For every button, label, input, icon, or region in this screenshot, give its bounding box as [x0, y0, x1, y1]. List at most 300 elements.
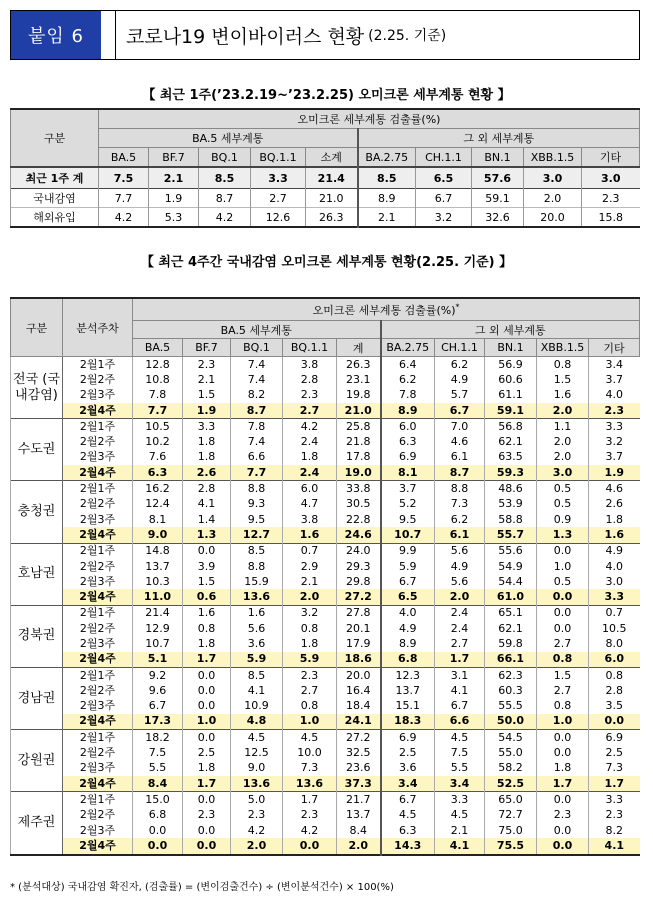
- cell-value: 32.6: [472, 208, 524, 228]
- cell-value: 63.5: [485, 450, 537, 465]
- cell-value: 6.5: [381, 589, 435, 605]
- cell-value: 56.9: [485, 357, 537, 373]
- cell-value: 2.0: [283, 589, 337, 605]
- column-header: BQ.1: [231, 339, 283, 357]
- cell-value: 3.2: [589, 434, 640, 449]
- column-header: 계: [337, 339, 381, 357]
- table-row: [11, 667, 640, 683]
- cell-value: 12.3: [381, 667, 435, 683]
- table-row: [11, 450, 640, 465]
- cell-value: 1.5: [183, 388, 231, 403]
- cell-value: 0.0: [537, 589, 589, 605]
- cell-value: 75.5: [485, 838, 537, 854]
- cell-value: 0.8: [537, 652, 589, 668]
- cell-value: 7.0: [435, 419, 485, 435]
- cell-value: 7.3: [589, 761, 640, 776]
- table-row: [11, 574, 640, 589]
- cell-value: 62.1: [485, 621, 537, 636]
- cell-value: 54.5: [485, 730, 537, 746]
- week-label: 2월3주: [63, 574, 133, 589]
- region-label: 호남권: [11, 543, 63, 605]
- cell-value: 2.4: [283, 465, 337, 481]
- cell-value: 23.1: [337, 372, 381, 387]
- cell-value: 54.9: [485, 559, 537, 574]
- table-row: [11, 372, 640, 387]
- row-label: 국내감염: [11, 189, 99, 208]
- cell-value: 0.0: [283, 838, 337, 854]
- cell-value: 61.0: [485, 589, 537, 605]
- cell-value: 6.7: [416, 189, 472, 208]
- cell-value: 4.9: [381, 621, 435, 636]
- row-label: 해외유입: [11, 208, 99, 228]
- cell-value: 7.7: [133, 403, 183, 419]
- cell-value: 19.8: [337, 388, 381, 403]
- cell-value: 0.0: [537, 838, 589, 854]
- cell-value: 57.6: [472, 167, 524, 189]
- cell-value: 24.0: [337, 543, 381, 559]
- week-label: 2월2주: [63, 559, 133, 574]
- cell-value: 59.8: [485, 636, 537, 651]
- cell-value: 6.7: [381, 792, 435, 808]
- cell-value: 4.0: [381, 605, 435, 621]
- cell-value: 16.4: [337, 683, 381, 698]
- col-gubun: 구분: [11, 109, 99, 167]
- table-row: [11, 621, 640, 636]
- cell-value: 9.2: [133, 667, 183, 683]
- cell-value: 4.8: [231, 714, 283, 730]
- region-label: 제주권: [11, 792, 63, 855]
- cell-value: 1.0: [283, 714, 337, 730]
- cell-value: 3.4: [435, 776, 485, 792]
- cell-value: 1.5: [537, 667, 589, 683]
- cell-value: 2.0: [524, 189, 582, 208]
- cell-value: 33.8: [337, 481, 381, 497]
- cell-value: 65.0: [485, 792, 537, 808]
- cell-value: 7.5: [99, 167, 149, 189]
- cell-value: 17.9: [337, 636, 381, 651]
- week-label: 2월1주: [63, 481, 133, 497]
- cell-value: 0.0: [537, 621, 589, 636]
- table-row: [11, 636, 640, 651]
- cell-value: 0.8: [537, 357, 589, 373]
- cell-value: 0.0: [589, 714, 640, 730]
- group-header: [133, 298, 640, 321]
- column-header: 기타: [582, 148, 640, 168]
- cell-value: 3.3: [435, 792, 485, 808]
- cell-value: 9.5: [231, 512, 283, 527]
- table-row: [11, 714, 640, 730]
- cell-value: 50.0: [485, 714, 537, 730]
- cell-value: 6.5: [416, 167, 472, 189]
- cell-value: 65.1: [485, 605, 537, 621]
- cell-value: 6.3: [381, 434, 435, 449]
- cell-value: 8.8: [435, 481, 485, 497]
- cell-value: 7.4: [231, 372, 283, 387]
- cell-value: 21.4: [306, 167, 358, 189]
- weekly-summary-table: [10, 108, 640, 228]
- cell-value: 15.0: [133, 792, 183, 808]
- cell-value: 27.8: [337, 605, 381, 621]
- week-label: 2월2주: [63, 372, 133, 387]
- cell-value: 2.4: [435, 621, 485, 636]
- cell-value: 0.0: [133, 823, 183, 838]
- cell-value: 58.8: [485, 512, 537, 527]
- cell-value: 8.9: [381, 403, 435, 419]
- table-row: [11, 208, 640, 228]
- cell-value: 58.2: [485, 761, 537, 776]
- cell-value: 8.8: [231, 559, 283, 574]
- cell-value: 4.0: [589, 559, 640, 574]
- table-row: [11, 589, 640, 605]
- cell-value: 1.6: [589, 527, 640, 543]
- cell-value: 10.5: [133, 419, 183, 435]
- cell-value: 2.5: [589, 745, 640, 760]
- cell-value: 21.8: [337, 434, 381, 449]
- table-row: [11, 776, 640, 792]
- cell-value: 29.3: [337, 559, 381, 574]
- cell-value: 2.6: [589, 497, 640, 512]
- table-row: [11, 652, 640, 668]
- cell-value: 8.5: [231, 543, 283, 559]
- cell-value: 0.0: [183, 699, 231, 714]
- cell-value: 1.7: [589, 776, 640, 792]
- group-header: 오미크론 세부계통 검출률(%): [99, 109, 640, 129]
- cell-value: 7.6: [133, 450, 183, 465]
- cell-value: 6.7: [435, 403, 485, 419]
- cell-value: 12.6: [251, 208, 306, 228]
- cell-value: 5.3: [149, 208, 199, 228]
- cell-value: 3.1: [435, 667, 485, 683]
- cell-value: 1.8: [183, 761, 231, 776]
- cell-value: 23.6: [337, 761, 381, 776]
- cell-value: 4.1: [435, 683, 485, 698]
- column-header: BN.1: [485, 339, 537, 357]
- table-row: [11, 730, 640, 746]
- week-label: 2월4주: [63, 589, 133, 605]
- cell-value: 12.7: [231, 527, 283, 543]
- region-label: 충청권: [11, 481, 63, 543]
- cell-value: 5.7: [435, 388, 485, 403]
- week-label: 2월2주: [63, 683, 133, 698]
- cell-value: 5.0: [231, 792, 283, 808]
- row-label: 최근 1주 계: [11, 167, 99, 189]
- column-header: BA.5: [133, 339, 183, 357]
- cell-value: 0.0: [537, 745, 589, 760]
- cell-value: 18.4: [337, 699, 381, 714]
- cell-value: 3.8: [283, 512, 337, 527]
- cell-value: 59.3: [485, 465, 537, 481]
- regional-weekly-table: [10, 297, 640, 856]
- cell-value: 0.8: [283, 699, 337, 714]
- cell-value: 2.8: [183, 481, 231, 497]
- table-row: [11, 527, 640, 543]
- cell-value: 8.5: [231, 667, 283, 683]
- cell-value: 3.6: [231, 636, 283, 651]
- cell-value: 3.0: [589, 574, 640, 589]
- cell-value: 7.3: [283, 761, 337, 776]
- cell-value: 55.0: [485, 745, 537, 760]
- cell-value: 4.2: [199, 208, 251, 228]
- cell-value: 10.9: [231, 699, 283, 714]
- cell-value: 0.0: [183, 667, 231, 683]
- cell-value: 6.1: [435, 527, 485, 543]
- col-gubun: 구분: [11, 298, 63, 357]
- cell-value: 55.7: [485, 527, 537, 543]
- cell-value: 9.6: [133, 683, 183, 698]
- table-row: [11, 357, 640, 373]
- cell-value: 2.8: [589, 683, 640, 698]
- cell-value: 6.0: [381, 419, 435, 435]
- cell-value: 2.8: [283, 372, 337, 387]
- cell-value: 1.5: [183, 574, 231, 589]
- cell-value: 1.3: [183, 527, 231, 543]
- cell-value: 1.8: [183, 434, 231, 449]
- cell-value: 6.1: [435, 450, 485, 465]
- cell-value: 4.5: [435, 808, 485, 823]
- cell-value: 18.6: [337, 652, 381, 668]
- cell-value: 21.0: [306, 189, 358, 208]
- week-label: 2월3주: [63, 761, 133, 776]
- cell-value: 8.2: [589, 823, 640, 838]
- week-label: 2월3주: [63, 512, 133, 527]
- cell-value: 2.7: [283, 683, 337, 698]
- cell-value: 4.0: [589, 388, 640, 403]
- cell-value: 10.7: [133, 636, 183, 651]
- group-header-text: 오미크론 세부계통 검출률(%): [312, 303, 456, 317]
- cell-value: 15.9: [231, 574, 283, 589]
- cell-value: 66.1: [485, 652, 537, 668]
- cell-value: 1.7: [537, 776, 589, 792]
- cell-value: 2.4: [435, 605, 485, 621]
- cell-value: 8.0: [589, 636, 640, 651]
- cell-value: 13.6: [231, 589, 283, 605]
- table-row: [11, 792, 640, 808]
- region-label: 경북권: [11, 605, 63, 667]
- cell-value: 6.6: [231, 450, 283, 465]
- cell-value: 6.0: [283, 481, 337, 497]
- cell-value: 10.2: [133, 434, 183, 449]
- cell-value: 15.1: [381, 699, 435, 714]
- table-row: [11, 761, 640, 776]
- cell-value: 6.3: [133, 465, 183, 481]
- region-label: 강원권: [11, 730, 63, 792]
- cell-value: 9.0: [231, 761, 283, 776]
- cell-value: 56.8: [485, 419, 537, 435]
- cell-value: 8.5: [199, 167, 251, 189]
- cell-value: 3.3: [251, 167, 306, 189]
- cell-value: 2.4: [283, 434, 337, 449]
- cell-value: 1.7: [283, 792, 337, 808]
- cell-value: 1.1: [537, 419, 589, 435]
- column-header: CH.1.1: [435, 339, 485, 357]
- cell-value: 11.0: [133, 589, 183, 605]
- week-label: 2월4주: [63, 652, 133, 668]
- cell-value: 0.0: [183, 838, 231, 854]
- cell-value: 6.8: [381, 652, 435, 668]
- cell-value: 5.6: [435, 543, 485, 559]
- week-label: 2월2주: [63, 434, 133, 449]
- cell-value: 0.7: [283, 543, 337, 559]
- cell-value: 12.9: [133, 621, 183, 636]
- cell-value: 1.6: [183, 605, 231, 621]
- cell-value: 0.8: [183, 621, 231, 636]
- cell-value: 8.1: [381, 465, 435, 481]
- cell-value: 4.5: [435, 730, 485, 746]
- cell-value: 0.0: [183, 823, 231, 838]
- week-label: 2월4주: [63, 714, 133, 730]
- table-row: [11, 543, 640, 559]
- cell-value: 6.2: [381, 372, 435, 387]
- attachment-badge: 붙임 6: [11, 11, 101, 59]
- document-title: [115, 11, 635, 59]
- cell-value: 7.7: [99, 189, 149, 208]
- cell-value: 4.2: [231, 823, 283, 838]
- cell-value: 6.7: [435, 699, 485, 714]
- cell-value: 5.1: [133, 652, 183, 668]
- cell-value: 19.0: [337, 465, 381, 481]
- cell-value: 3.3: [589, 589, 640, 605]
- cell-value: 0.0: [183, 792, 231, 808]
- cell-value: 2.0: [537, 450, 589, 465]
- cell-value: 2.0: [435, 589, 485, 605]
- document-title-date: (2.25. 기준): [368, 28, 447, 44]
- cell-value: 1.7: [183, 652, 231, 668]
- cell-value: 2.0: [337, 838, 381, 854]
- cell-value: 1.6: [231, 605, 283, 621]
- ba5-group-header: BA.5 세부계통: [133, 321, 381, 339]
- column-header: BA.2.75: [381, 339, 435, 357]
- table-row: [11, 559, 640, 574]
- cell-value: 12.5: [231, 745, 283, 760]
- cell-value: 8.5: [358, 167, 416, 189]
- cell-value: 8.8: [231, 481, 283, 497]
- cell-value: 59.1: [485, 403, 537, 419]
- cell-value: 8.4: [337, 823, 381, 838]
- cell-value: 1.6: [283, 527, 337, 543]
- cell-value: 10.0: [283, 745, 337, 760]
- cell-value: 60.3: [485, 683, 537, 698]
- cell-value: 17.3: [133, 714, 183, 730]
- other-group-header: 그 외 세부계통: [358, 129, 640, 148]
- week-label: 2월3주: [63, 450, 133, 465]
- cell-value: 2.1: [435, 823, 485, 838]
- table-row: [11, 167, 640, 189]
- cell-value: 2.3: [537, 808, 589, 823]
- cell-value: 25.8: [337, 419, 381, 435]
- cell-value: 5.5: [133, 761, 183, 776]
- cell-value: 9.3: [231, 497, 283, 512]
- cell-value: 2.6: [183, 465, 231, 481]
- cell-value: 10.5: [589, 621, 640, 636]
- table-row: [11, 419, 640, 435]
- cell-value: 3.3: [589, 792, 640, 808]
- cell-value: 3.3: [183, 419, 231, 435]
- cell-value: 0.5: [537, 481, 589, 497]
- week-label: 2월4주: [63, 465, 133, 481]
- cell-value: 2.0: [537, 403, 589, 419]
- week-label: 2월3주: [63, 388, 133, 403]
- cell-value: 7.8: [381, 388, 435, 403]
- week-label: 2월1주: [63, 543, 133, 559]
- cell-value: 8.7: [199, 189, 251, 208]
- cell-value: 0.0: [537, 823, 589, 838]
- cell-value: 3.5: [589, 699, 640, 714]
- cell-value: 1.9: [183, 403, 231, 419]
- week-label: 2월1주: [63, 730, 133, 746]
- cell-value: 1.9: [589, 465, 640, 481]
- cell-value: 2.0: [231, 838, 283, 854]
- cell-value: 2.7: [251, 189, 306, 208]
- cell-value: 2.3: [283, 808, 337, 823]
- week-label: 2월2주: [63, 621, 133, 636]
- table-row: [11, 497, 640, 512]
- cell-value: 2.7: [435, 636, 485, 651]
- cell-value: 24.6: [337, 527, 381, 543]
- cell-value: 2.5: [381, 745, 435, 760]
- cell-value: 59.1: [472, 189, 524, 208]
- cell-value: 1.8: [183, 450, 231, 465]
- cell-value: 6.4: [381, 357, 435, 373]
- week-label: 2월3주: [63, 636, 133, 651]
- cell-value: 0.0: [183, 543, 231, 559]
- cell-value: 32.5: [337, 745, 381, 760]
- cell-value: 27.2: [337, 730, 381, 746]
- cell-value: 1.8: [283, 636, 337, 651]
- column-header: BA.5: [99, 148, 149, 168]
- cell-value: 6.7: [381, 574, 435, 589]
- cell-value: 3.2: [416, 208, 472, 228]
- cell-value: 2.7: [537, 683, 589, 698]
- region-label: 수도권: [11, 419, 63, 481]
- cell-value: 4.1: [231, 683, 283, 698]
- cell-value: 2.0: [537, 434, 589, 449]
- cell-value: 7.8: [231, 419, 283, 435]
- cell-value: 52.5: [485, 776, 537, 792]
- cell-value: 3.7: [381, 481, 435, 497]
- week-label: 2월4주: [63, 838, 133, 854]
- region-label: 전국 (국내감염): [11, 357, 63, 419]
- cell-value: 2.1: [183, 372, 231, 387]
- cell-value: 0.6: [183, 589, 231, 605]
- cell-value: 5.9: [381, 559, 435, 574]
- cell-value: 8.4: [133, 776, 183, 792]
- column-header: BQ.1.1: [251, 148, 306, 168]
- cell-value: 1.5: [537, 372, 589, 387]
- cell-value: 6.7: [133, 699, 183, 714]
- other-group-header: 그 외 세부계통: [381, 321, 640, 339]
- cell-value: 13.7: [381, 683, 435, 698]
- week-label: 2월1주: [63, 667, 133, 683]
- week-label: 2월4주: [63, 776, 133, 792]
- cell-value: 1.0: [183, 714, 231, 730]
- cell-value: 4.5: [381, 808, 435, 823]
- cell-value: 62.3: [485, 667, 537, 683]
- week-label: 2월4주: [63, 527, 133, 543]
- cell-value: 4.2: [283, 823, 337, 838]
- cell-value: 3.0: [537, 465, 589, 481]
- cell-value: 10.8: [133, 372, 183, 387]
- footnote-mark: *: [455, 301, 460, 311]
- section2-title: 【 최근 4주간 국내감염 오미크론 세부계통 현황(2.25. 기준) 】: [140, 255, 513, 270]
- cell-value: 18.2: [133, 730, 183, 746]
- cell-value: 9.5: [381, 512, 435, 527]
- cell-value: 4.2: [99, 208, 149, 228]
- table-row: [11, 838, 640, 854]
- cell-value: 8.1: [133, 512, 183, 527]
- cell-value: 8.7: [435, 465, 485, 481]
- column-header: BA.2.75: [358, 148, 416, 168]
- cell-value: 2.3: [183, 357, 231, 373]
